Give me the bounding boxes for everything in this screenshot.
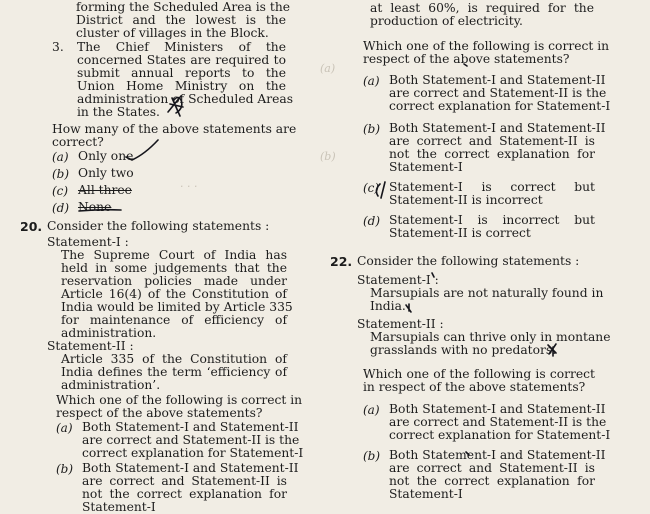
statement-2-heading: Statement-II : [47, 339, 134, 353]
statement-2-line: Marsupials can thrive only in montane [370, 330, 611, 344]
statement-1-heading: Statement-I : [357, 273, 439, 287]
question-22-text: in respect of the above statements? [363, 380, 586, 394]
option-text: correct explanation for Statement-I [389, 99, 611, 113]
statement-3-line: The Chief Ministers of the [77, 40, 286, 54]
statement-3-number: 3. [52, 40, 64, 54]
option-text: Statement-II is incorrect [389, 193, 543, 207]
option-label: (b) [363, 122, 381, 136]
option-text: Statement-I [389, 160, 463, 174]
statement-1-line: administration. [61, 326, 157, 340]
statement-1-line: reservation policies made under [61, 274, 287, 288]
option-label: (c) [363, 181, 380, 195]
option-text: Statement-I is incorrect but [389, 213, 595, 227]
option-label: (a) [363, 403, 380, 417]
option-text: not the correct explanation for [389, 147, 595, 161]
statement-2-line: cluster of villages in the Block. [76, 26, 269, 40]
question-21-text: respect of the above statements? [363, 52, 570, 66]
option-text: correct explanation for Statement-I [389, 428, 611, 442]
statement-1-line: India. [370, 299, 406, 313]
option-label: (a) [52, 150, 69, 164]
option-label: (c) [52, 184, 69, 198]
option-label: (b) [56, 462, 74, 476]
option-text: are correct and Statement-II is [82, 474, 287, 488]
statement-2-line: grasslands with no predators. [370, 343, 557, 357]
statement-3-line: administration of Scheduled Areas [77, 92, 294, 106]
statement-1-line: India would be limited by Article 335 [61, 300, 293, 314]
question-20-intro: Consider the following statements : [47, 219, 270, 233]
option-label: (a) [56, 421, 73, 435]
question-21-line: at least 60%, is required for the [370, 1, 594, 15]
option-label: (d) [363, 214, 381, 228]
option-text: are correct and Statement-II is the [82, 433, 300, 447]
question-19-text: How many of the above statements are [52, 122, 297, 136]
option-text: Both Statement-I and Statement-II [389, 448, 606, 462]
statement-2-line: forming the Scheduled Area is the [76, 0, 291, 14]
question-21-line: production of electricity. [370, 14, 523, 28]
pen-mark-icon [406, 304, 411, 312]
statement-1-line: The Supreme Court of India has [61, 248, 287, 262]
question-22-intro: Consider the following statements : [357, 254, 580, 268]
option-label: (b) [363, 449, 381, 463]
option-label: (d) [52, 201, 70, 215]
option-text: Only two [78, 166, 134, 180]
statement-2-heading: Statement-II : [357, 317, 444, 331]
question-22-number: 22. [330, 254, 353, 269]
bleed-through-text: (b) [320, 150, 336, 163]
option-text: Both Statement-I and Statement-II [82, 420, 299, 434]
option-text: are correct and Statement-II is the [389, 86, 607, 100]
statement-3-line: Union Home Ministry on the [77, 79, 286, 93]
statement-1-line: held in some judgements that the [61, 261, 287, 275]
option-label: (b) [52, 167, 70, 181]
question-19-text: correct? [52, 135, 104, 149]
option-text: Statement-I [389, 487, 463, 501]
option-text: are correct and Statement-II is [389, 134, 595, 148]
bleed-through-text: (a) [320, 62, 336, 75]
statement-1-line: Marsupials are not naturally found in [370, 286, 604, 300]
option-text: All three [78, 183, 132, 197]
statement-3-line: in the States. [77, 105, 160, 119]
option-text: Both Statement-I and Statement-II [389, 73, 606, 87]
option-text: correct explanation for Statement-I [82, 446, 304, 460]
option-text: are correct and Statement-II is the [389, 415, 607, 429]
question-20-number: 20. [20, 219, 43, 234]
option-text: are correct and Statement-II is [389, 461, 595, 475]
statement-2-line: Article 335 of the Constitution of [61, 352, 287, 366]
option-text: Only one [78, 149, 134, 163]
question-22-text: Which one of the following is correct [363, 367, 595, 381]
option-text: not the correct explanation for [389, 474, 595, 488]
question-20-text: Which one of the following is correct in [56, 393, 303, 407]
statement-1-line: Article 16(4) of the Constitution of [61, 287, 287, 301]
option-text: Both Statement-I and Statement-II [82, 461, 299, 475]
statement-3-line: submit annual reports to the [77, 66, 286, 80]
option-text: Both Statement-I and Statement-II [389, 402, 606, 416]
statement-2-line: India defines the term ‘efficiency of [61, 365, 287, 379]
statement-2-line: District and the lowest is the [76, 13, 286, 27]
option-text: Statement-I is correct but [389, 180, 595, 194]
option-text: None [78, 200, 112, 214]
option-text: not the correct explanation for [82, 487, 287, 501]
statement-3-line: concerned States are required to [77, 53, 286, 67]
bleed-through-text: · · · [180, 180, 198, 193]
statement-1-line: for maintenance of efficiency of [61, 313, 287, 327]
option-text: Both Statement-I and Statement-II [389, 121, 606, 135]
option-text: Statement-II is correct [389, 226, 531, 240]
option-text: Statement-I [82, 500, 156, 514]
question-20-text: respect of the above statements? [56, 406, 263, 420]
question-21-text: Which one of the following is correct in [363, 39, 610, 53]
statement-1-heading: Statement-I : [47, 235, 129, 249]
option-label: (a) [363, 74, 380, 88]
statement-2-line: administration’. [61, 378, 161, 392]
